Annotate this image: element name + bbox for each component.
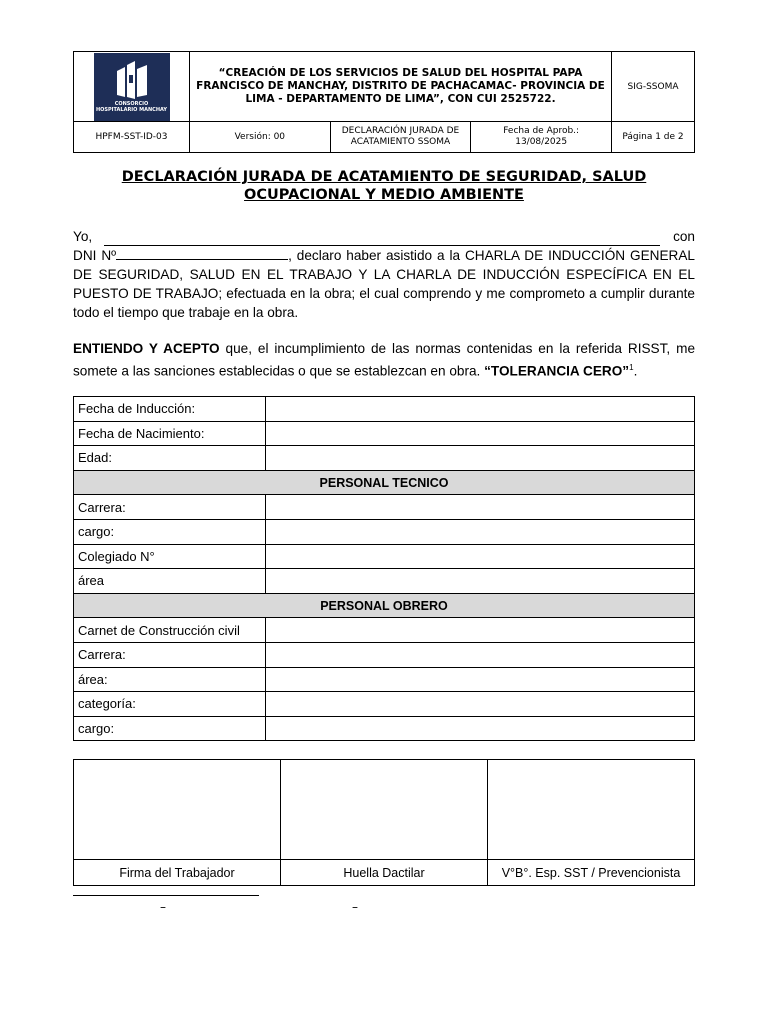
fingerprint-box[interactable]	[281, 760, 488, 860]
con-label: con	[673, 229, 695, 244]
accept-bold: ENTIENDO Y ACEPTO	[73, 341, 220, 356]
section-obrero-header: PERSONAL OBRERO	[74, 593, 695, 618]
name-blank-field[interactable]	[104, 232, 660, 246]
section-row	[74, 470, 695, 495]
field-value[interactable]	[266, 692, 695, 717]
page-number: Página 1 de 2	[612, 122, 695, 153]
footnote-separator	[73, 895, 259, 896]
table-row	[74, 446, 695, 471]
footnote-dash: –	[352, 900, 358, 914]
field-label: Carrera:	[74, 495, 266, 520]
logo-cell	[74, 52, 190, 122]
dni-declaration-text	[73, 246, 695, 322]
table-row	[74, 667, 695, 692]
tolerance-text: “TOLERANCIA CERO”	[484, 363, 630, 379]
page-title: DECLARACIÓN JURADA DE ACATAMIENTO DE SEGURIDAD, SALUD OCUPACIONAL Y MEDIO AMBIENTE	[121, 169, 647, 203]
field-value[interactable]	[266, 642, 695, 667]
footnote-dash: –	[160, 900, 166, 914]
doc-code: HPFM-SST-ID-03	[74, 122, 190, 153]
approval-signature-label: V°B°. Esp. SST / Prevencionista	[488, 860, 695, 886]
declaration-text: , declaro haber asistido a la CHARLA DE INDUCCIÓN GENERAL DE SEGURIDAD, SALUD EN EL TRABAJO Y LA CHARLA DE INDUCCIÓN ESPECÍFICA EN EL PUESTO DE TRABAJO; efectuada en la obra; el cual comprendo y me comprometo a cumplir durante todo el tiempo que trabaje en la obra.	[73, 248, 695, 320]
approval-date-cell	[471, 122, 612, 153]
document-header	[73, 51, 695, 153]
field-value[interactable]	[266, 618, 695, 643]
field-label: Colegiado N°	[74, 544, 266, 569]
table-row	[74, 642, 695, 667]
field-value[interactable]	[266, 397, 695, 422]
field-label: Carrera:	[74, 642, 266, 667]
worker-signature-box[interactable]	[74, 760, 281, 860]
field-value[interactable]	[266, 519, 695, 544]
field-value[interactable]	[266, 421, 695, 446]
table-row	[74, 692, 695, 717]
table-row	[74, 421, 695, 446]
table-row	[74, 519, 695, 544]
dni-label: DNI Nº	[73, 248, 117, 263]
field-label: cargo:	[74, 519, 266, 544]
field-value[interactable]	[266, 446, 695, 471]
worker-signature-label: Firma del Trabajador	[74, 860, 281, 886]
field-label: Carnet de Construcción civil	[74, 618, 266, 643]
yo-label: Yo,	[73, 229, 93, 244]
declaration-paragraph	[73, 227, 695, 322]
acceptance-paragraph	[73, 339, 695, 381]
dni-blank-field[interactable]	[116, 246, 288, 260]
field-label: categoría:	[74, 692, 266, 717]
doc-name: DECLARACIÓN JURADA DE ACATAMIENTO SSOMA	[330, 122, 471, 153]
period: .	[633, 363, 638, 379]
footnote-ref: 1	[629, 363, 634, 372]
field-value[interactable]	[266, 544, 695, 569]
building-logo-icon	[115, 61, 149, 99]
personal-data-table	[73, 396, 695, 741]
section-row	[74, 593, 695, 618]
field-label: Fecha de Nacimiento:	[74, 421, 266, 446]
table-row	[74, 618, 695, 643]
field-label: Fecha de Inducción:	[74, 397, 266, 422]
field-label: área:	[74, 667, 266, 692]
field-label: Edad:	[74, 446, 266, 471]
name-line	[73, 227, 695, 246]
field-label: área	[74, 569, 266, 594]
field-value[interactable]	[266, 716, 695, 741]
table-row	[74, 544, 695, 569]
doc-version: Versión: 00	[190, 122, 331, 153]
system-code: SIG-SSOMA	[612, 52, 695, 122]
field-value[interactable]	[266, 667, 695, 692]
project-title: “CREACIÓN DE LOS SERVICIOS DE SALUD DEL HOSPITAL PAPA FRANCISCO DE MANCHAY, DISTRITO DE PACHACAMAC- PROVINCIA DE LIMA - DEPARTAMENTO DE LIMA”, CON CUI 2525722.	[190, 52, 612, 122]
table-row	[74, 716, 695, 741]
table-row	[74, 397, 695, 422]
fingerprint-label: Huella Dactilar	[281, 860, 488, 886]
table-row	[74, 569, 695, 594]
section-tecnico-header: PERSONAL TECNICO	[74, 470, 695, 495]
field-label: cargo:	[74, 716, 266, 741]
approval-signature-box[interactable]	[488, 760, 695, 860]
approval-date: 13/08/2025	[515, 137, 568, 147]
field-value[interactable]	[266, 495, 695, 520]
company-logo	[94, 53, 170, 121]
accept-text: que, el incumplimiento de las normas contenidas en la referida RISST, me somete a las sanciones establecidas o que se establezcan en obra.	[73, 341, 696, 379]
approval-label: Fecha de Aprob.:	[503, 126, 580, 136]
table-row	[74, 495, 695, 520]
field-value[interactable]	[266, 569, 695, 594]
logo-text: CONSORCIO HOSPITALARIO MANCHAY	[95, 100, 168, 113]
signature-table	[73, 759, 695, 886]
